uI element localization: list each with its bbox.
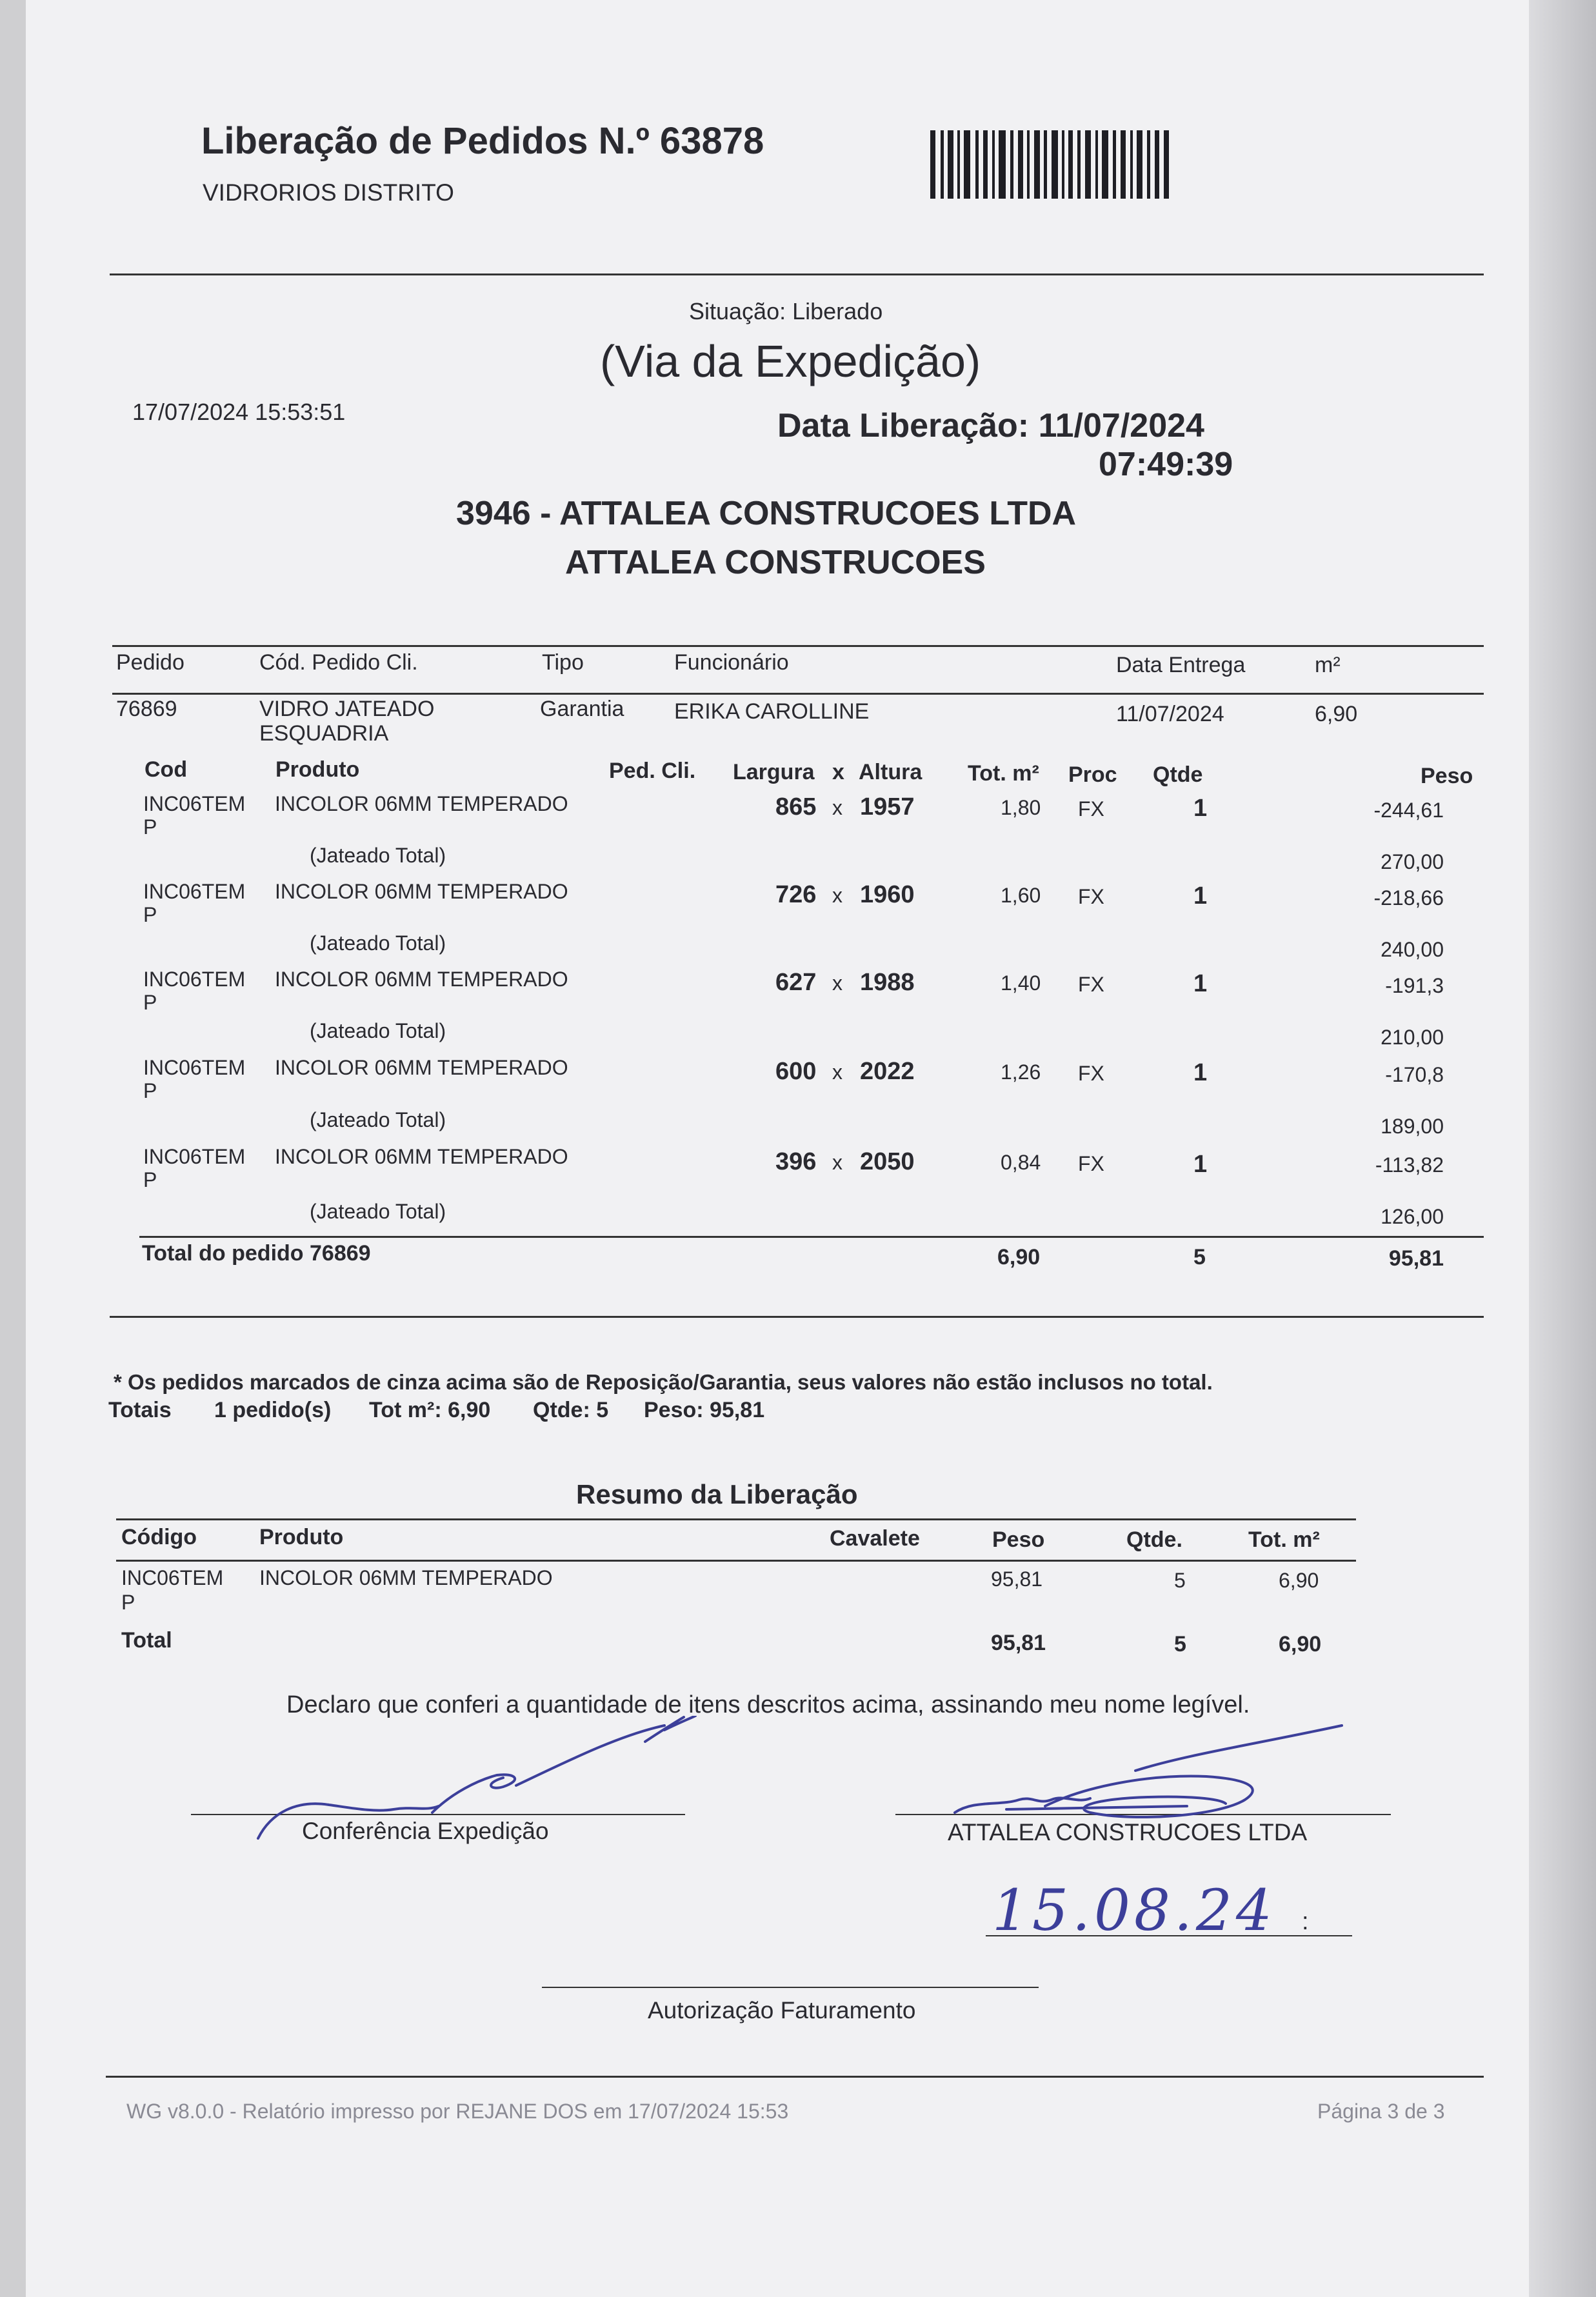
summary-col-cavalete: Cavalete bbox=[830, 1526, 920, 1551]
item-cod: INC06TEM bbox=[143, 968, 246, 991]
item-produto: INCOLOR 06MM TEMPERADO bbox=[275, 792, 568, 815]
item-tot-m2: 1,26 bbox=[1001, 1060, 1041, 1084]
item-x: x bbox=[832, 1151, 843, 1174]
item-tot-m2: 0,84 bbox=[1001, 1151, 1041, 1174]
divider bbox=[106, 2076, 1484, 2078]
item-cod: INC06TEM bbox=[143, 880, 246, 903]
summary-peso: 95,81 bbox=[991, 1567, 1043, 1591]
footer-report-info: WG v8.0.0 - Relatório impresso por REJANE DOS em 17/07/2024 15:53 bbox=[126, 2100, 789, 2123]
item-peso: -218,66 bbox=[1373, 886, 1444, 910]
scan-edge bbox=[1529, 0, 1596, 2297]
handwritten-signature-icon bbox=[942, 1709, 1355, 1832]
col-header-altura: Altura bbox=[859, 760, 923, 784]
item-peso: -191,3 bbox=[1385, 974, 1444, 997]
col-header-m2: m² bbox=[1315, 653, 1341, 677]
totals-label: Totais bbox=[108, 1398, 172, 1422]
item-largura: 627 bbox=[775, 969, 817, 996]
item-cod: INC06TEM bbox=[143, 792, 246, 815]
summary-col-qtde: Qtde. bbox=[1126, 1527, 1182, 1552]
handwritten-signature-icon bbox=[219, 1716, 774, 1845]
release-time: 07:49:39 bbox=[1099, 446, 1233, 483]
order-total-peso: 95,81 bbox=[1388, 1246, 1444, 1271]
barcode-icon bbox=[930, 130, 1169, 199]
summary-col-produto: Produto bbox=[259, 1525, 344, 1549]
replacement-note: * Os pedidos marcados de cinza acima são de Reposição/Garantia, seus valores não estão inclusos no total. bbox=[114, 1370, 1213, 1394]
item-altura: 1960 bbox=[860, 881, 915, 908]
summary-qtde: 5 bbox=[1174, 1569, 1186, 1592]
item-produto: INCOLOR 06MM TEMPERADO bbox=[275, 968, 568, 991]
item-largura: 396 bbox=[775, 1148, 817, 1175]
item-x: x bbox=[832, 1060, 843, 1084]
employee-name: ERIKA CAROLLINE bbox=[674, 699, 870, 724]
item-peso-secondary: 210,00 bbox=[1381, 1026, 1444, 1049]
col-header-funcionario: Funcionário bbox=[674, 650, 789, 675]
summary-produto: INCOLOR 06MM TEMPERADO bbox=[259, 1566, 553, 1589]
item-largura: 600 bbox=[775, 1058, 817, 1085]
release-date: Data Liberação: 11/07/2024 bbox=[777, 407, 1204, 444]
order-total-qtde: 5 bbox=[1193, 1245, 1206, 1269]
signature-caption-attalea: ATTALEA CONSTRUCOES LTDA bbox=[948, 1819, 1308, 1845]
item-x: x bbox=[832, 884, 843, 907]
print-datetime: 17/07/2024 15:53:51 bbox=[132, 399, 346, 425]
order-m2: 6,90 bbox=[1315, 702, 1358, 726]
col-header-data-entrega: Data Entrega bbox=[1116, 653, 1246, 677]
col-header-qtde: Qtde bbox=[1153, 762, 1203, 787]
divider bbox=[116, 1518, 1356, 1520]
divider bbox=[116, 1560, 1356, 1562]
summary-total-peso: 95,81 bbox=[991, 1631, 1046, 1655]
item-peso-secondary: 126,00 bbox=[1381, 1205, 1444, 1228]
item-cod-line2: P bbox=[143, 903, 157, 926]
summary-total-label: Total bbox=[121, 1628, 172, 1653]
client-order-code: VIDRO JATEADO bbox=[259, 697, 435, 721]
item-peso: -244,61 bbox=[1373, 799, 1444, 822]
item-x: x bbox=[832, 796, 843, 819]
item-altura: 2022 bbox=[860, 1058, 915, 1085]
item-cod-line2: P bbox=[143, 1079, 157, 1102]
divider bbox=[112, 645, 1484, 647]
item-produto: INCOLOR 06MM TEMPERADO bbox=[275, 880, 568, 903]
col-header-cod-pedido-cli: Cód. Pedido Cli. bbox=[259, 650, 418, 675]
footer-page-number: Página 3 de 3 bbox=[1317, 2100, 1445, 2123]
item-qtde: 1 bbox=[1193, 970, 1208, 997]
item-x: x bbox=[832, 971, 843, 995]
summary-total-tot-m2: 6,90 bbox=[1279, 1632, 1322, 1656]
item-peso-secondary: 270,00 bbox=[1381, 850, 1444, 873]
date-colon: : bbox=[1302, 1908, 1309, 1935]
item-altura: 1988 bbox=[860, 969, 915, 996]
item-obs: (Jateado Total) bbox=[310, 1108, 446, 1131]
item-cod-line2: P bbox=[143, 815, 157, 839]
divider bbox=[110, 1316, 1484, 1318]
order-total-label: Total do pedido 76869 bbox=[142, 1241, 371, 1266]
item-tot-m2: 1,80 bbox=[1001, 796, 1041, 819]
item-tot-m2: 1,60 bbox=[1001, 884, 1041, 907]
signature-line bbox=[542, 1987, 1039, 1988]
totals-peso: Peso: 95,81 bbox=[644, 1398, 765, 1422]
item-largura: 865 bbox=[775, 793, 817, 820]
col-header-x: x bbox=[832, 760, 844, 784]
client-order-code-line2: ESQUADRIA bbox=[259, 721, 389, 746]
item-produto: INCOLOR 06MM TEMPERADO bbox=[275, 1056, 568, 1079]
totals-qtde: Qtde: 5 bbox=[533, 1398, 609, 1422]
summary-title: Resumo da Liberação bbox=[576, 1479, 858, 1509]
col-header-tot-m2: Tot. m² bbox=[968, 761, 1039, 786]
col-header-largura: Largura bbox=[733, 760, 815, 784]
item-obs: (Jateado Total) bbox=[310, 931, 446, 955]
summary-codigo: INC06TEM bbox=[121, 1566, 224, 1589]
item-proc: FX bbox=[1078, 1062, 1104, 1085]
handwritten-date: 15.08.24 bbox=[992, 1877, 1276, 1944]
divider bbox=[110, 273, 1484, 275]
item-cod-line2: P bbox=[143, 991, 157, 1014]
document-page bbox=[26, 0, 1529, 2297]
order-number: 76869 bbox=[116, 697, 177, 721]
item-cod: INC06TEM bbox=[143, 1056, 246, 1079]
item-proc: FX bbox=[1078, 885, 1104, 908]
item-proc: FX bbox=[1078, 973, 1104, 996]
item-peso-secondary: 240,00 bbox=[1381, 938, 1444, 961]
summary-codigo-line2: P bbox=[121, 1591, 135, 1614]
summary-tot-m2: 6,90 bbox=[1279, 1569, 1319, 1592]
summary-col-tot-m2: Tot. m² bbox=[1248, 1527, 1320, 1552]
client-name: 3946 - ATTALEA CONSTRUCOES LTDA bbox=[456, 495, 1077, 532]
client-short-name: ATTALEA CONSTRUCOES bbox=[565, 544, 986, 581]
company-name: VIDRORIOS DISTRITO bbox=[203, 179, 454, 206]
item-qtde: 1 bbox=[1193, 882, 1208, 910]
signature-caption-conferencia: Conferência Expedição bbox=[302, 1818, 549, 1844]
delivery-date: 11/07/2024 bbox=[1116, 702, 1224, 726]
declaration-text: Declaro que conferi a quantidade de itens descritos acima, assinando meu nome legível. bbox=[286, 1691, 1250, 1718]
item-obs: (Jateado Total) bbox=[310, 844, 446, 867]
order-total-m2: 6,90 bbox=[997, 1245, 1041, 1269]
via-title: (Via da Expedição) bbox=[600, 336, 981, 386]
item-tot-m2: 1,40 bbox=[1001, 971, 1041, 995]
item-cod-line2: P bbox=[143, 1168, 157, 1191]
col-header-peso: Peso bbox=[1421, 764, 1473, 788]
col-header-ped-cli: Ped. Cli. bbox=[609, 759, 696, 783]
item-qtde: 1 bbox=[1193, 1151, 1208, 1178]
item-altura: 2050 bbox=[860, 1148, 915, 1175]
summary-col-peso: Peso bbox=[992, 1527, 1045, 1552]
summary-col-codigo: Código bbox=[121, 1525, 197, 1549]
item-altura: 1957 bbox=[860, 793, 915, 820]
item-peso: -170,8 bbox=[1385, 1063, 1444, 1086]
item-qtde: 1 bbox=[1193, 795, 1208, 822]
item-qtde: 1 bbox=[1193, 1059, 1208, 1086]
item-peso: -113,82 bbox=[1375, 1153, 1444, 1177]
col-header-tipo: Tipo bbox=[542, 650, 584, 675]
date-line bbox=[986, 1935, 1352, 1936]
summary-total-qtde: 5 bbox=[1174, 1632, 1186, 1656]
item-obs: (Jateado Total) bbox=[310, 1200, 446, 1223]
col-header-cod: Cod bbox=[145, 757, 188, 782]
item-produto: INCOLOR 06MM TEMPERADO bbox=[275, 1145, 568, 1168]
document-title: Liberação de Pedidos N.º 63878 bbox=[201, 120, 764, 162]
item-cod: INC06TEM bbox=[143, 1145, 246, 1168]
signature-caption-autorizacao: Autorização Faturamento bbox=[648, 1997, 916, 2024]
item-proc: FX bbox=[1078, 797, 1104, 820]
order-type: Garantia bbox=[540, 697, 624, 721]
totals-m2: Tot m²: 6,90 bbox=[369, 1398, 491, 1422]
col-header-produto: Produto bbox=[275, 757, 360, 782]
divider bbox=[139, 1236, 1484, 1238]
item-peso-secondary: 189,00 bbox=[1381, 1115, 1444, 1138]
totals-pedidos: 1 pedido(s) bbox=[214, 1398, 332, 1422]
item-largura: 726 bbox=[775, 881, 817, 908]
item-obs: (Jateado Total) bbox=[310, 1019, 446, 1042]
divider bbox=[112, 693, 1484, 695]
col-header-pedido: Pedido bbox=[116, 650, 185, 675]
col-header-proc: Proc bbox=[1068, 762, 1117, 787]
item-proc: FX bbox=[1078, 1152, 1104, 1175]
status-text: Situação: Liberado bbox=[689, 298, 883, 324]
